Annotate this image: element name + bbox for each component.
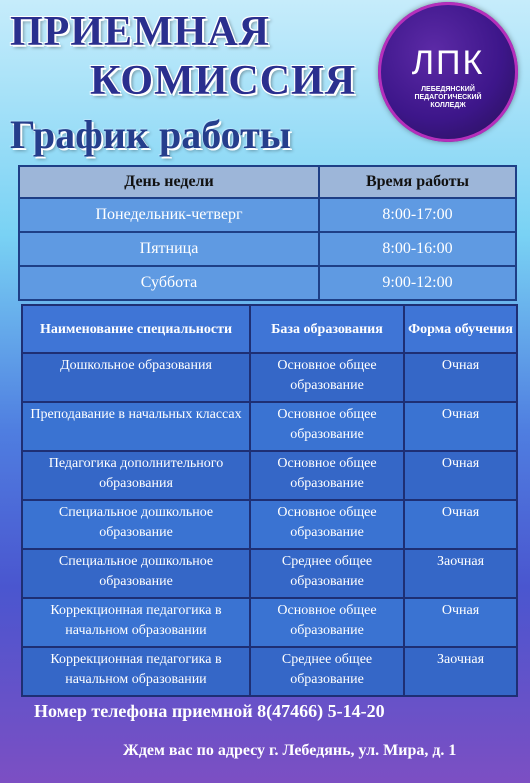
schedule-header-row: [19, 166, 516, 198]
logo-line-1: ЛЕБЕДЯНСКИЙ: [421, 86, 475, 93]
specialty-base: Основное общее образование: [250, 500, 404, 549]
specialty-name: Специальное дошкольное образование: [22, 500, 250, 549]
specialty-name: Преподавание в начальных классах: [22, 402, 250, 451]
specialty-form: Очная: [404, 451, 517, 500]
schedule-day: Понедельник-четверг: [19, 198, 319, 232]
specialty-name: Коррекционная педагогика в начальном образовании: [22, 598, 250, 647]
schedule-time: 8:00-17:00: [319, 198, 516, 232]
schedule-row: [19, 266, 516, 300]
logo-abbreviation: ЛПК: [411, 44, 485, 82]
specialty-form: Заочная: [404, 549, 517, 598]
specialty-form: Очная: [404, 598, 517, 647]
specialty-base: Основное общее образование: [250, 353, 404, 402]
specialties-header-row: [22, 305, 517, 353]
specialty-row: [22, 647, 517, 696]
phone-number: Номер телефона приемной 8(47466) 5-14-20: [34, 701, 385, 721]
specialties-table: [21, 304, 518, 697]
schedule-header-time: Время работы: [319, 166, 516, 198]
specialties-header-base: База образования: [250, 305, 404, 353]
schedule-table: [18, 165, 517, 301]
specialty-form: Очная: [404, 402, 517, 451]
specialty-name: Дошкольное образования: [22, 353, 250, 402]
page-title-line-1: ПРИЕМНАЯ: [10, 9, 270, 55]
logo-line-2: ПЕДАГОГИЧЕСКИЙ: [414, 94, 482, 101]
logo-line-3: КОЛЛЕДЖ: [430, 102, 466, 109]
specialty-base: Основное общее образование: [250, 451, 404, 500]
specialty-form: Заочная: [404, 647, 517, 696]
schedule-row: [19, 232, 516, 266]
specialty-form: Очная: [404, 353, 517, 402]
specialty-base: Среднее общее образование: [250, 549, 404, 598]
specialty-form: Очная: [404, 500, 517, 549]
specialty-name: Специальное дошкольное образование: [22, 549, 250, 598]
specialties-header-name: Наименование специальности: [22, 305, 250, 353]
schedule-day: Суббота: [19, 266, 319, 300]
specialty-base: Основное общее образование: [250, 598, 404, 647]
specialties-header-form: Форма обучения: [404, 305, 517, 353]
page-title-line-2: КОМИССИЯ: [90, 58, 357, 104]
schedule-time: 9:00-12:00: [319, 266, 516, 300]
specialty-row: [22, 598, 517, 647]
schedule-heading: График работы: [10, 112, 292, 157]
specialty-base: Основное общее образование: [250, 402, 404, 451]
schedule-day: Пятница: [19, 232, 319, 266]
specialty-name: Педагогика дополнительного образования: [22, 451, 250, 500]
specialty-row: [22, 451, 517, 500]
schedule-row: [19, 198, 516, 232]
address: Ждем вас по адресу г. Лебедянь, ул. Мира, д. 1: [123, 742, 457, 759]
specialty-base: Среднее общее образование: [250, 647, 404, 696]
specialty-row: [22, 500, 517, 549]
schedule-header-day: День недели: [19, 166, 319, 198]
specialty-row: [22, 549, 517, 598]
specialty-row: [22, 402, 517, 451]
specialty-name: Коррекционная педагогика в начальном образовании: [22, 647, 250, 696]
specialty-row: [22, 353, 517, 402]
schedule-time: 8:00-16:00: [319, 232, 516, 266]
college-logo: [378, 2, 518, 142]
